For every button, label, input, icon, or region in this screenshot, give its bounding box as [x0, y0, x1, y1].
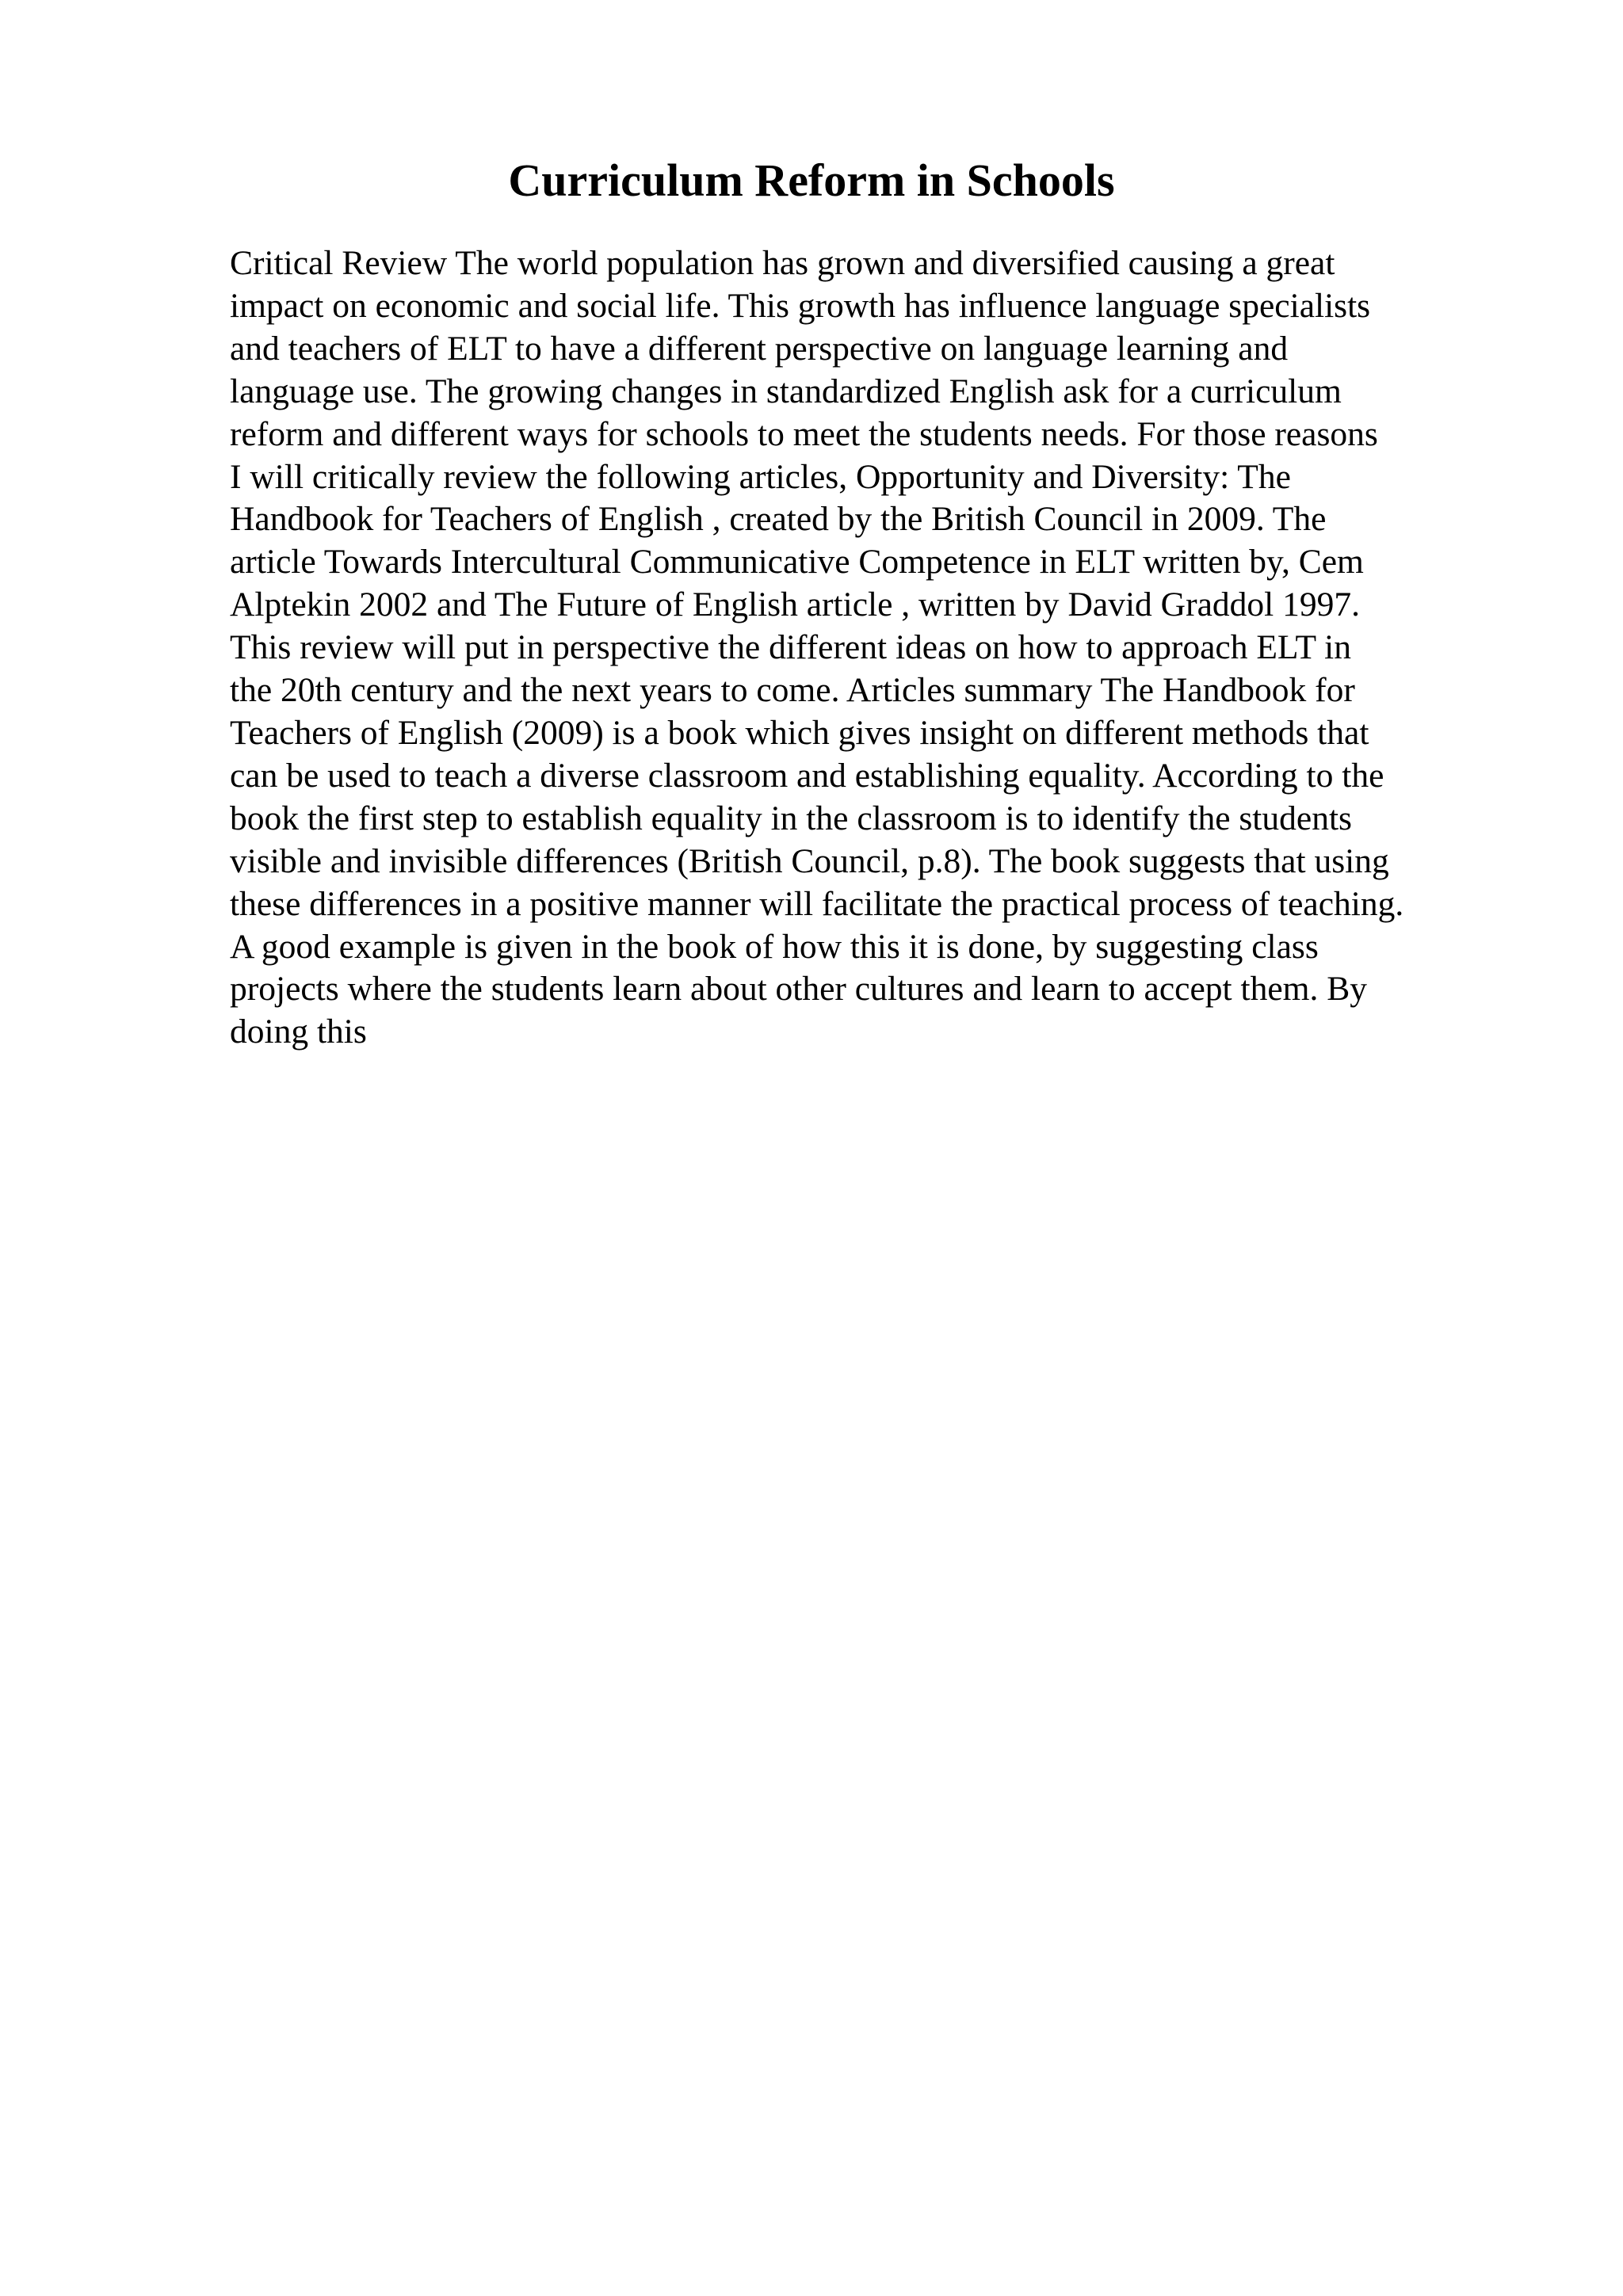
text-line: projects where the students learn about other cultures and learn to accept them. By — [230, 970, 1367, 1009]
text-line: Handbook for Teachers of English , created by the British Council in 2009. The — [230, 500, 1327, 539]
text-line: reform and different ways for schools to meet the students needs. For those reasons — [230, 414, 1378, 453]
text-line: and teachers of ELT to have a different perspective on language learning and — [230, 329, 1289, 368]
text-line: can be used to teach a diverse classroom and establishing equality. According to the — [230, 756, 1384, 795]
text-line: impact on economic and social life. This growth has influence language specialists — [230, 286, 1371, 325]
text-line: these differences in a positive manner will facilitate the practical process of teaching. — [230, 884, 1404, 923]
text-line: visible and invisible differences (British Council, p.8). The book suggests that using — [230, 841, 1389, 880]
text-line: article Towards Intercultural Communicative Competence in ELT written by, Cem — [230, 543, 1364, 582]
text-line: doing this — [230, 1013, 367, 1051]
text-line: I will critically review the following articles, Opportunity and Diversity: The — [230, 457, 1291, 496]
text-line: the 20th century and the next years to come. Articles summary The Handbook for — [230, 671, 1355, 710]
text-line: Alptekin 2002 and The Future of English article , written by David Graddol 1997. — [230, 585, 1360, 624]
page-title: Curriculum Reform in Schools — [508, 154, 1115, 206]
text-line: book the first step to establish equality in the classroom is to identify the students — [230, 799, 1352, 837]
text-line: Critical Review The world population has grown and diversified causing a great — [230, 244, 1335, 282]
body-paragraph — [230, 242, 1498, 1054]
text-line: language use. The growing changes in standardized English ask for a curriculum — [230, 372, 1342, 410]
text-line: Teachers of English (2009) is a book which gives insight on different methods that — [230, 713, 1369, 752]
text-line: This review will put in perspective the different ideas on how to approach ELT in — [230, 628, 1352, 667]
text-line: A good example is given in the book of how this it is done, by suggesting class — [230, 927, 1319, 966]
